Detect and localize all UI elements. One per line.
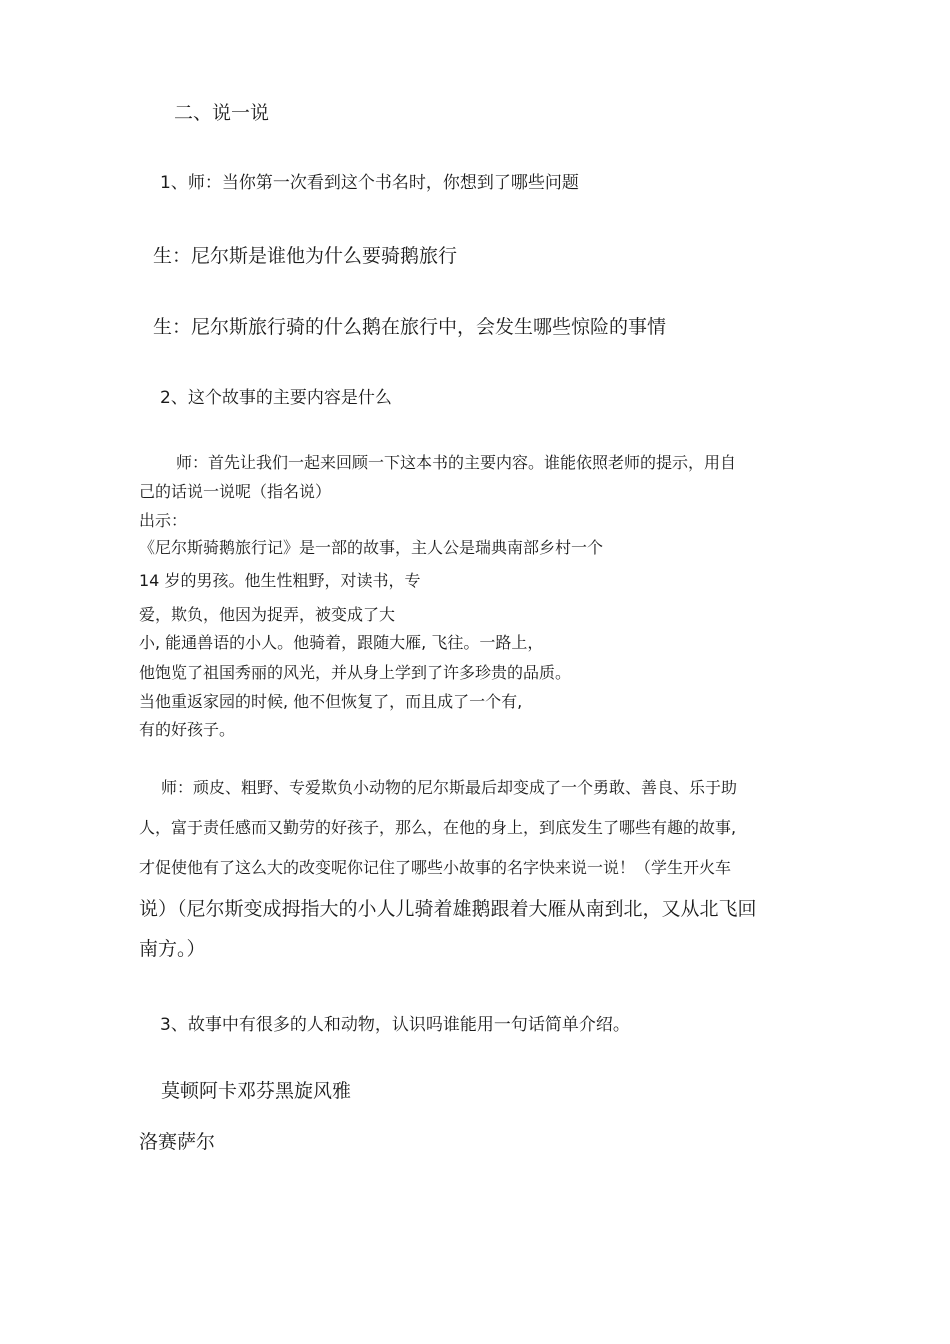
show-line-7: 有的好孩子。 bbox=[139, 720, 236, 739]
teacher-paragraph-line-5: 南方。） bbox=[139, 938, 206, 960]
teacher-paragraph-line-1: 师：顽皮、粗野、专爱欺负小动物的尼尔斯最后却变成了一个勇敢、善良、乐于助 bbox=[161, 778, 738, 797]
character-names-line-1: 莫顿阿卡邓芬黑旋风雅 bbox=[161, 1080, 352, 1102]
show-line-3: 爱，欺负，他因为捉弄，被变成了大 bbox=[139, 605, 396, 624]
section-heading: 二、说一说 bbox=[174, 102, 270, 124]
show-line-5: 他饱览了祖国秀丽的风光，并从身上学到了许多珍贵的品质。 bbox=[139, 663, 572, 682]
q2-teacher-line-1: 师：首先让我们一起来回顾一下这本书的主要内容。谁能依照老师的提示，用自 bbox=[176, 453, 737, 472]
teacher-paragraph-line-3: 才促使他有了这么大的改变呢你记住了哪些小故事的名字快来说一说！（学生开火车 bbox=[139, 858, 732, 877]
q2-title: 2、这个故事的主要内容是什么 bbox=[160, 388, 392, 408]
show-line-6: 当他重返家园的时候, 他不但恢复了，而且成了一个有, bbox=[139, 692, 523, 711]
q1-student-answer-2: 生：尼尔斯旅行骑的什么鹅在旅行中，会发生哪些惊险的事情 bbox=[153, 316, 667, 338]
show-label: 出示： bbox=[139, 511, 188, 530]
q2-teacher-line-2: 己的话说一说呢（指名说） bbox=[139, 482, 332, 501]
teacher-paragraph-line-4: 说）（尼尔斯变成拇指大的小人儿骑着雄鹅跟着大雁从南到北，又从北飞回 bbox=[139, 898, 757, 920]
q1-student-answer-1: 生：尼尔斯是谁他为什么要骑鹅旅行 bbox=[153, 245, 458, 267]
show-line-2: 14 岁的男孩。他生性粗野，对读书，专 bbox=[139, 571, 421, 590]
q1-teacher-question: 1、师：当你第一次看到这个书名时，你想到了哪些问题 bbox=[160, 173, 579, 193]
show-line-4: 小, 能通兽语的小人。他骑着，跟随大雁, 飞往。一路上， bbox=[139, 633, 544, 652]
show-line-1: 《尼尔斯骑鹅旅行记》是一部的故事，主人公是瑞典南部乡村一个 bbox=[139, 538, 604, 557]
character-names-line-2: 洛赛萨尔 bbox=[139, 1131, 216, 1153]
teacher-paragraph-line-2: 人，富于责任感而又勤劳的好孩子，那么，在他的身上，到底发生了哪些有趣的故事, bbox=[139, 818, 737, 837]
q3-title: 3、故事中有很多的人和动物，认识吗谁能用一句话简单介绍。 bbox=[160, 1015, 630, 1035]
